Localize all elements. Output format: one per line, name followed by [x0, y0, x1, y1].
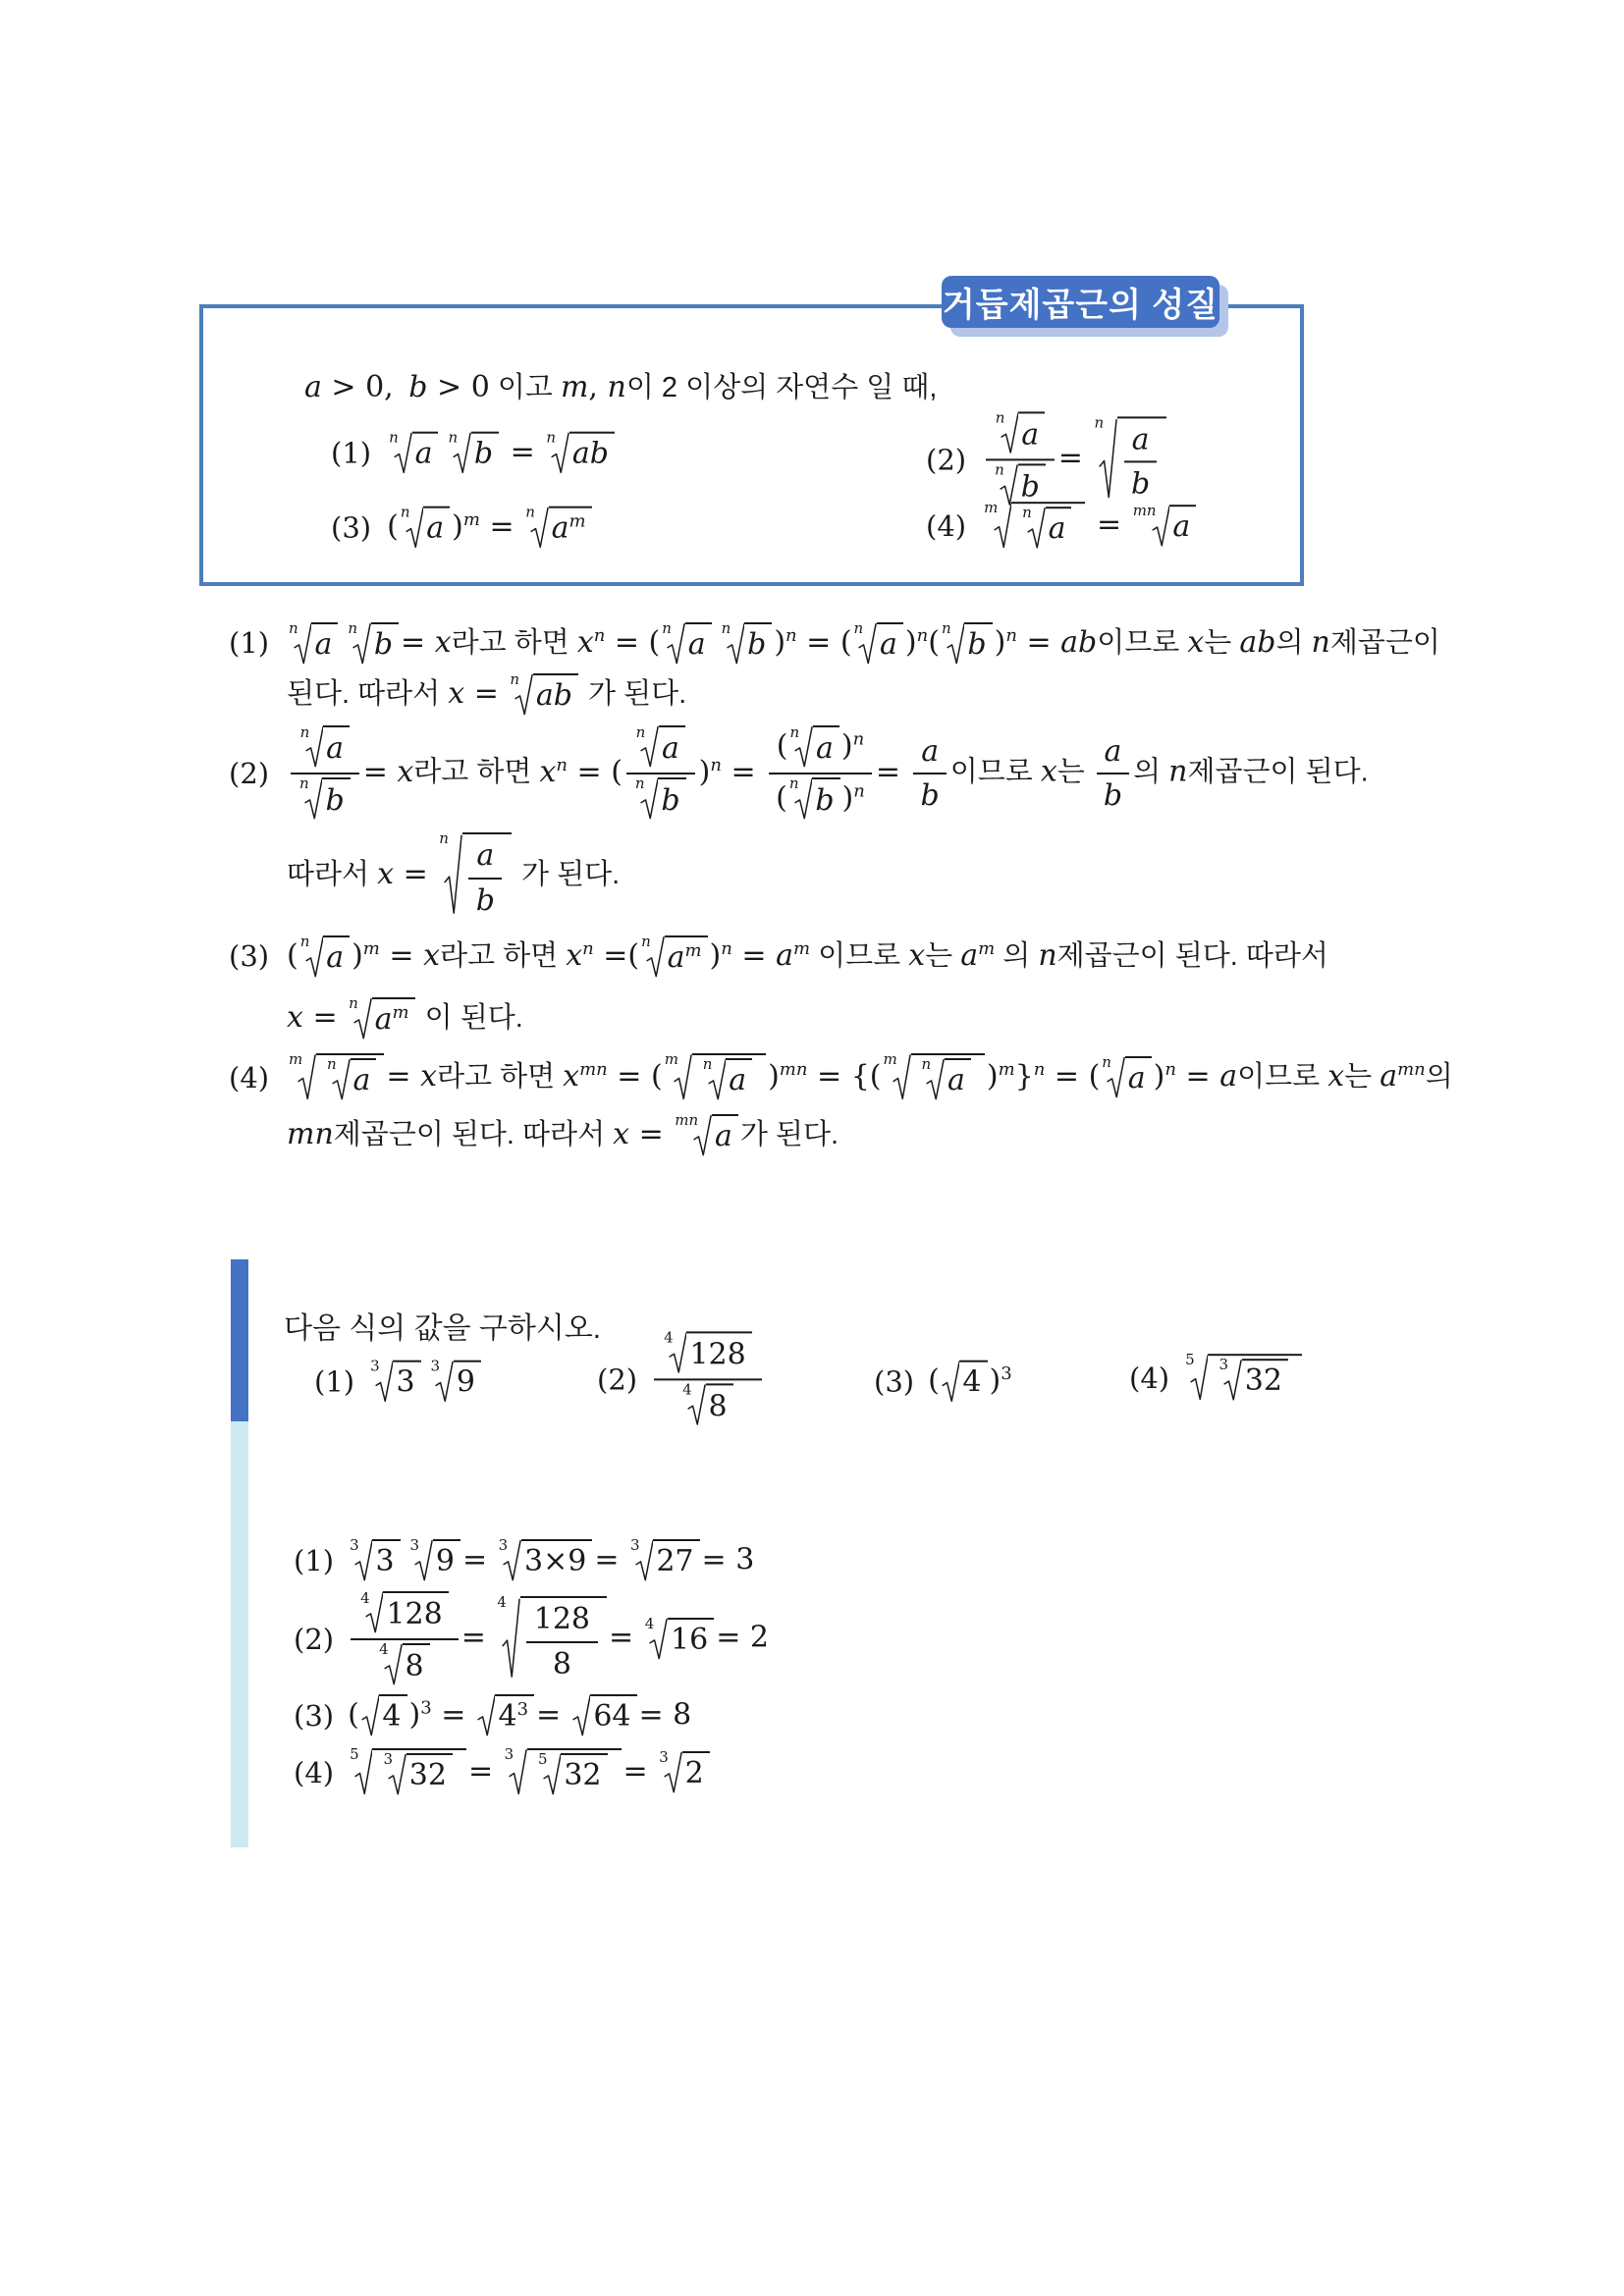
- radical: n a: [790, 725, 839, 770]
- explanation-line: [229, 988, 1407, 1048]
- math-expression: x: [1327, 1059, 1345, 1094]
- problem-item: [1129, 1351, 1304, 1403]
- radical: 4 128: [664, 1331, 752, 1375]
- fraction: [985, 408, 1056, 507]
- text-run: 된다. 따라서: [287, 677, 449, 710]
- problem-item: [874, 1361, 1012, 1405]
- item-number: (3): [294, 1699, 335, 1733]
- radical-index: n: [853, 618, 864, 637]
- fraction: $\frac{a}{b}$: [913, 733, 947, 815]
- explanation-content: [287, 934, 1328, 979]
- box-formula: [926, 499, 1198, 551]
- radical: 4: [361, 1694, 407, 1738]
- radical-index: 4: [644, 1614, 655, 1632]
- radical: n $a^m$: [349, 997, 414, 1041]
- radical: n a: [1102, 1056, 1151, 1100]
- radical-index: n: [439, 829, 449, 848]
- radical-index: 3: [383, 1750, 393, 1769]
- radical-index: n: [299, 932, 310, 950]
- solution-sidebar-cyan: [231, 1421, 248, 1847]
- radical: n a: [389, 432, 438, 476]
- text-run: 의: [1133, 757, 1169, 788]
- radical: n a: [996, 411, 1045, 455]
- math-expression: [368, 1357, 483, 1405]
- item-number: (4): [926, 509, 967, 543]
- text-run: 라고 하면: [413, 757, 540, 788]
- explanation-line: [229, 827, 1407, 925]
- radical: 3 32: [1218, 1359, 1288, 1403]
- text-run: 이고: [489, 372, 561, 403]
- radical: 5 32: [538, 1753, 608, 1797]
- fraction: [625, 722, 696, 821]
- problem-prompt: 다음 식의 값을 구하시오.: [284, 1312, 602, 1345]
- radical: n ab: [510, 673, 578, 718]
- radical-index: 3: [409, 1535, 420, 1554]
- text-run: 라고 하면: [451, 626, 577, 659]
- text-run: 이므로: [1237, 1061, 1328, 1093]
- radical-sign-icon: [942, 1361, 960, 1405]
- text-run: 가 된다.: [513, 859, 621, 890]
- math-expression: $x^{mn}$ = ( m n a )$^{mn}$ = {( m n a )$^m$}$^n$ = ( n a )$^n$ = a: [563, 1059, 1237, 1094]
- radical: [1094, 413, 1166, 503]
- problem-item: [314, 1357, 483, 1405]
- text-run: 제곱근이: [1329, 626, 1440, 659]
- radical-index: 4: [360, 1588, 370, 1607]
- radical: 4 8: [682, 1383, 732, 1427]
- solution-line: [294, 1590, 769, 1688]
- radical-index: n: [641, 932, 651, 950]
- radical-index: 3: [1218, 1356, 1228, 1374]
- text-run: 따라서: [287, 859, 378, 890]
- explanation-line: [229, 925, 1407, 988]
- math-expression: 5 3 32 = 3 5 32 = 3 2: [348, 1748, 712, 1797]
- radical: n ab: [546, 432, 615, 476]
- condition-line: [304, 365, 937, 405]
- radical-index: n: [702, 1055, 713, 1074]
- radical-index: 5: [1185, 1351, 1195, 1369]
- fraction: [351, 1588, 459, 1686]
- radical-index: 4: [682, 1380, 692, 1399]
- radical: 3 9: [431, 1361, 481, 1405]
- radical: n b: [299, 777, 351, 822]
- solution-line: [294, 1688, 769, 1743]
- explanations-section: [229, 618, 1453, 1162]
- item-number: (3): [331, 511, 372, 545]
- radical-index: n: [634, 774, 645, 793]
- radical: n a: [300, 725, 350, 770]
- radical: 64: [572, 1694, 637, 1738]
- item-number: (1): [294, 1544, 335, 1577]
- radical-index: 4: [497, 1593, 507, 1612]
- radical: n a: [662, 622, 711, 667]
- math-expression: mn: [287, 1116, 334, 1151]
- text-run: 라고 하면: [437, 1061, 564, 1093]
- radical: [664, 1050, 766, 1102]
- radical: [984, 499, 1085, 551]
- math-expression: ( n a )$^m$ = n $a^m$: [387, 507, 594, 551]
- math-expression: ( 4 )$^3$: [928, 1361, 1012, 1405]
- item-number: (2): [294, 1623, 335, 1656]
- radical: n b: [348, 622, 399, 667]
- explanation-content: [287, 671, 686, 717]
- explanation-content: [287, 995, 523, 1041]
- solutions-section: [294, 1531, 769, 1802]
- fraction: $\frac{128}{8}$: [526, 1601, 598, 1682]
- text-run: 이므로: [1097, 626, 1188, 659]
- item-number: (4): [1129, 1362, 1170, 1395]
- radical-index: m: [664, 1050, 678, 1069]
- fraction: $\frac{a}{b}$: [1096, 733, 1130, 815]
- text-run: 라고 하면: [440, 939, 567, 972]
- item-number: (1): [229, 626, 270, 660]
- math-expression: $a^m$: [960, 937, 996, 973]
- fraction: [290, 722, 360, 821]
- radical: 3 9: [410, 1539, 460, 1583]
- radical: [1185, 1351, 1302, 1403]
- math-expression: n a n b = n ab: [387, 432, 617, 476]
- radical-index: n: [941, 618, 951, 637]
- radical-index: 3: [430, 1357, 441, 1375]
- radical: [883, 1050, 985, 1102]
- radical-index: n: [525, 503, 535, 521]
- explanation-content: [287, 620, 1440, 666]
- box-formula: [926, 408, 1168, 507]
- explanation-line: [229, 618, 1440, 667]
- radical-index: 4: [664, 1328, 674, 1347]
- radical-index: n: [546, 428, 557, 447]
- item-number: (3): [229, 939, 270, 973]
- radical-index: n: [789, 722, 800, 741]
- fraction: ( n a )$^n$ ( n b )$^n$: [768, 725, 873, 821]
- text-run: 는: [1204, 626, 1240, 659]
- math-expression: ( n a )$^m$ = x: [287, 938, 440, 973]
- radical-index: mn: [1132, 501, 1157, 519]
- math-expression: $x^n$ = ( n a n b )$^n$ = ( n a )$^n$( n b )$^n$ = ab: [577, 625, 1097, 660]
- radical: n a: [922, 1058, 971, 1102]
- math-expression: m, n: [560, 370, 626, 404]
- math-expression: $x^n$ =( n $a^m$ )$^n = a^m$: [566, 938, 810, 973]
- problem-sidebar-blue: [231, 1259, 248, 1421]
- radical: [504, 1745, 622, 1797]
- radical-index: n: [299, 722, 310, 741]
- text-run: 는: [1344, 1061, 1380, 1093]
- radical: n a: [854, 622, 903, 667]
- text-run: 제곱근이 된다. 따라서: [1056, 939, 1328, 972]
- radical: 3 2: [659, 1751, 709, 1795]
- radical-index: 3: [350, 1535, 359, 1554]
- text-run: 의: [1275, 626, 1312, 659]
- radical-index: n: [662, 618, 672, 637]
- radical-index: n: [400, 503, 410, 521]
- radical: 4: [942, 1361, 988, 1405]
- math-expression: x: [1040, 755, 1057, 789]
- math-expression: m n a = mn a: [982, 502, 1198, 551]
- fraction: $\frac{a}{b}$: [1123, 421, 1158, 503]
- radical: [289, 1050, 384, 1102]
- math-expression: x = n $a^m$: [287, 1000, 417, 1035]
- properties-box: [199, 304, 1304, 586]
- text-run: 이 2 이상의 자연수 일 때,: [625, 372, 938, 403]
- math-expression: n: [1038, 937, 1057, 973]
- radical: 3 3×9: [499, 1539, 593, 1583]
- item-number: (4): [229, 1061, 270, 1095]
- text-run: 의: [995, 939, 1039, 972]
- radical: mn a: [1133, 505, 1197, 549]
- radical-index: n: [995, 408, 1005, 427]
- item-number: (2): [926, 443, 967, 476]
- radical: 3 27: [630, 1539, 700, 1583]
- explanation-line: [229, 721, 1407, 827]
- box-formula: [331, 503, 594, 551]
- radical-index: n: [921, 1055, 932, 1074]
- math-expression: n a n b = n $\frac{a}{b}$: [982, 411, 1168, 507]
- text-run: 이 된다.: [416, 1001, 523, 1034]
- radical-index: 3: [659, 1747, 669, 1766]
- radical: 4 128: [360, 1591, 449, 1635]
- radical-index: m: [883, 1050, 897, 1069]
- math-expression: m n a = x: [287, 1059, 437, 1094]
- math-expression: ( 4 )$^3$ = $4^3$ = 64 = 8: [348, 1694, 691, 1738]
- text-run: 는: [925, 939, 961, 972]
- radical: n b: [995, 463, 1046, 507]
- radical: 3 3: [370, 1361, 420, 1405]
- radical-index: n: [327, 1055, 337, 1074]
- radical-index: 3: [498, 1535, 509, 1554]
- radical-sign-icon: [477, 1694, 496, 1738]
- radical-index: n: [788, 774, 799, 793]
- explanation-line: [229, 1107, 1407, 1162]
- radical-index: 5: [350, 1745, 359, 1764]
- item-number: (1): [331, 437, 372, 470]
- math-expression: x = n ab: [448, 676, 580, 711]
- fraction: $\frac{a}{b}$: [468, 837, 503, 919]
- math-expression: n a n b = x: [287, 755, 413, 789]
- radical: [497, 1593, 607, 1682]
- radical-index: 5: [538, 1750, 548, 1769]
- explanation-content: [287, 722, 1369, 821]
- math-expression: 3 3 3 9 = 3 3×9 = 3 27 = 3: [348, 1539, 754, 1583]
- fraction: [654, 1328, 762, 1426]
- math-expression: $x^n$ = ( n a n b )$^n$ = ( n a )$^n$ ( n b )$^n$ = $\frac{a}{b}$: [539, 755, 949, 789]
- math-expression: [651, 1328, 765, 1426]
- text-run: 의: [1425, 1061, 1453, 1093]
- math-expression: 4 128 4 8 = 4 $\frac{128}{8}$ = 4 16 = 2: [348, 1591, 769, 1686]
- math-expression: x = n $\frac{a}{b}$: [377, 857, 514, 891]
- solution-line: [294, 1743, 769, 1802]
- radical-index: n: [348, 618, 358, 637]
- radical: n b: [635, 777, 686, 822]
- radical: [439, 829, 512, 919]
- item-number: (1): [314, 1365, 355, 1399]
- math-expression: [1183, 1351, 1304, 1403]
- radical: n b: [942, 622, 993, 667]
- math-expression: x = mn a: [613, 1117, 740, 1151]
- radical: mn a: [675, 1114, 738, 1158]
- radical-index: 3: [370, 1357, 380, 1375]
- solution-line: [294, 1531, 769, 1590]
- radical-index: 3: [504, 1745, 514, 1764]
- explanation-content: [287, 829, 621, 919]
- radical: 3 32: [383, 1753, 453, 1797]
- math-expression: x: [1187, 624, 1205, 660]
- math-expression: $a^{mn}$: [1380, 1059, 1426, 1094]
- text-run: 제곱근이 된다. 따라서: [333, 1118, 614, 1150]
- radical-index: m: [289, 1050, 303, 1069]
- math-expression: n: [1311, 624, 1330, 660]
- math-expression: n a n b = x: [287, 625, 452, 660]
- item-number: (4): [294, 1756, 335, 1789]
- radical: n a: [300, 935, 350, 980]
- text-run: 가 된다.: [579, 677, 687, 710]
- radical-index: n: [1022, 504, 1032, 522]
- radical-index: n: [510, 669, 520, 688]
- math-expression: ab: [1239, 624, 1276, 660]
- math-expression: [1093, 733, 1133, 813]
- radical-index: n: [349, 993, 358, 1012]
- math-expression: x: [908, 937, 926, 973]
- text-run: 가 된다.: [739, 1118, 839, 1150]
- radical-index: n: [1102, 1052, 1111, 1071]
- item-number: (2): [597, 1362, 638, 1396]
- radical: 4 16: [645, 1618, 715, 1662]
- item-number: (3): [874, 1365, 915, 1399]
- radical: n b: [789, 777, 840, 822]
- radical-index: n: [448, 428, 459, 447]
- radical: 4 8: [379, 1643, 429, 1687]
- radical-index: 3: [630, 1535, 640, 1554]
- radical: n $a^m$: [525, 507, 591, 551]
- radical: [350, 1745, 466, 1797]
- radical-sign-icon: [361, 1694, 380, 1738]
- radical-index: n: [1094, 413, 1105, 432]
- radical: n a: [327, 1058, 376, 1102]
- text-run: 는: [1056, 757, 1093, 788]
- box-formula: [331, 428, 617, 476]
- math-expression: n: [1168, 755, 1188, 789]
- radical-index: m: [984, 499, 999, 517]
- radical: n b: [448, 432, 499, 476]
- explanation-content: [287, 1112, 839, 1157]
- radical: n a: [636, 725, 685, 770]
- text-run: 제곱근이 된다.: [1187, 757, 1369, 788]
- radical: $4^3$: [477, 1694, 534, 1738]
- math-expression: a > 0, b > 0: [304, 370, 490, 404]
- explanation-line: [229, 667, 1407, 721]
- problem-item: [597, 1328, 765, 1426]
- item-number: (2): [229, 757, 270, 790]
- radical: n a: [703, 1058, 752, 1102]
- radical: n a: [289, 622, 338, 667]
- radical-index: n: [995, 460, 1004, 479]
- radical: n a: [401, 507, 450, 551]
- text-run: 이므로: [949, 757, 1041, 788]
- radical-index: mn: [675, 1110, 699, 1129]
- radical-index: n: [299, 774, 309, 793]
- radical-index: n: [389, 428, 399, 447]
- explanation-content: [287, 1050, 1453, 1102]
- radical-index: n: [635, 722, 646, 741]
- radical-index: 4: [379, 1640, 389, 1659]
- radical: n b: [722, 622, 773, 667]
- radical-index: n: [289, 618, 298, 637]
- explanation-line: [229, 1048, 1453, 1107]
- radical: n a: [1022, 507, 1071, 551]
- title-badge: 거듭제곱근의 성질: [942, 276, 1219, 328]
- text-run: 이므로: [810, 939, 909, 972]
- radical: 3 3: [350, 1539, 400, 1583]
- radical-index: n: [721, 618, 731, 637]
- radical-sign-icon: [572, 1694, 591, 1738]
- radical: n $a^m$: [641, 935, 707, 980]
